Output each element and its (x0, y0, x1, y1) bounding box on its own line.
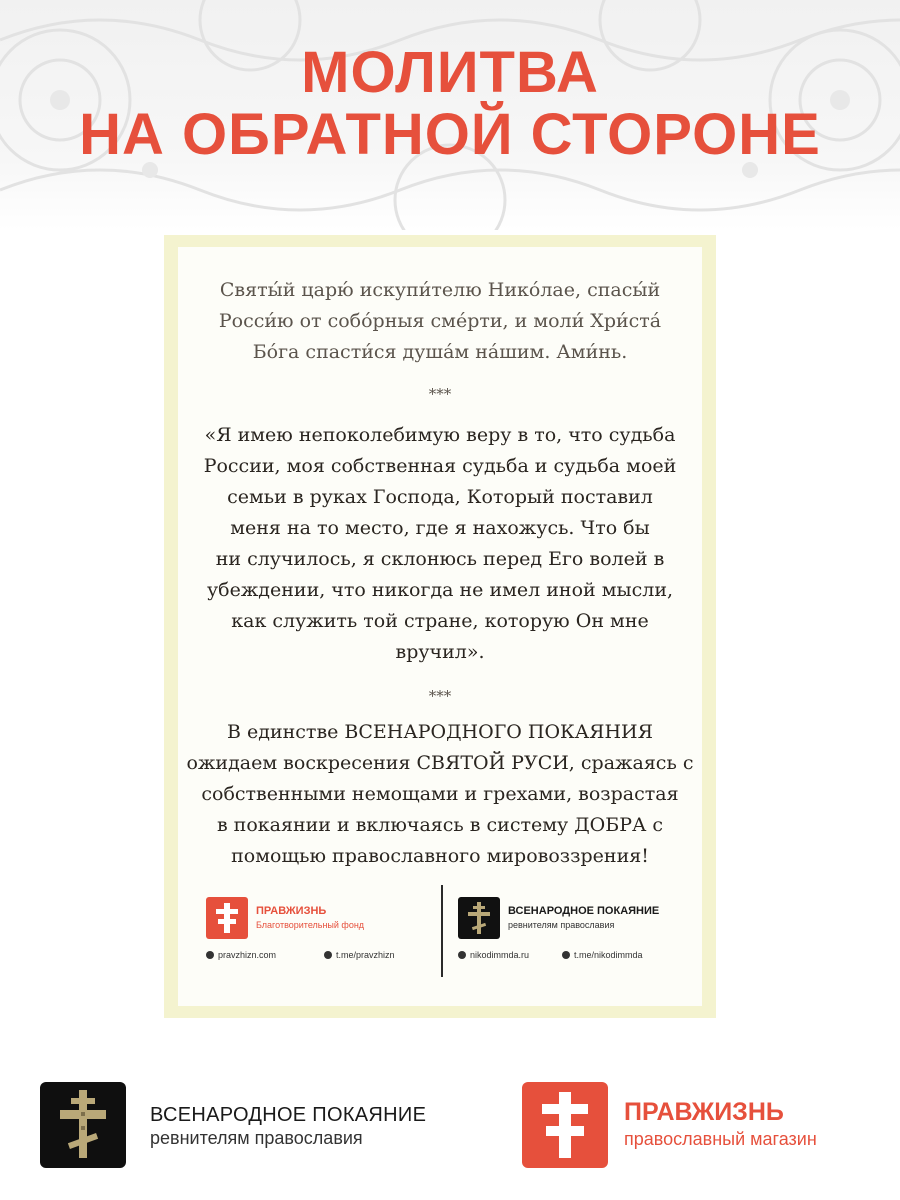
orthodox-cross-icon (40, 1082, 126, 1168)
link-pravzhizn-site[interactable]: pravzhizn.com (206, 950, 276, 960)
prayer-line: Бо́га спасти́ся душа́м на́шим. Ами́нь. (252, 341, 628, 363)
quote-line: как служить той стране, которую Он мне (231, 610, 649, 632)
brand-pravzhizn-sub: православный магазин (624, 1129, 817, 1149)
header-banner (0, 0, 900, 230)
separator-stars: *** (428, 385, 452, 403)
brand-vsenarodnoe-sub: ревнителям православия (150, 1128, 363, 1148)
quote-line: меня на то место, где я нахожусь. Что бы (230, 517, 650, 539)
prayer-line: Святы́й царю́ искупи́телю Нико́лае, спасы́й (219, 279, 661, 301)
headline-line-2: НА ОБРАТНОЙ СТОРОНЕ (79, 102, 821, 167)
page-headline (0, 42, 900, 166)
card-logo-vsenarodnoe-name: ВСЕНАРОДНОЕ ПОКАЯНИЕ (508, 905, 660, 917)
globe-icon (206, 951, 214, 959)
brand-vsenarodnoe-name: ВСЕНАРОДНОЕ ПОКАЯНИЕ (150, 1104, 427, 1126)
appeal-line: В единстве ВСЕНАРОДНОГО ПОКАЯНИЯ (227, 721, 653, 743)
telegram-icon (324, 951, 332, 959)
prayer-line: Росси́ю от собо́рныя сме́рти, и моли́ Хри́ста́ (218, 310, 662, 332)
prayer-text (178, 275, 702, 368)
separator-stars: *** (428, 687, 452, 705)
link-pravzhizn-telegram[interactable]: t.me/pravzhizn (324, 950, 395, 960)
quote-line: вручил». (395, 641, 485, 663)
orthodox-cross-icon (458, 897, 500, 939)
card-logo-pravzhizn-name: ПРАВЖИЗНЬ (256, 905, 327, 917)
appeal-text (178, 717, 702, 872)
quote-line: убеждении, что никогда не имел иной мысли, (206, 579, 674, 601)
quote-line: ни случилось, я склонюсь перед Его волей в (215, 548, 665, 570)
card-logo-vsenarodnoe-sub: ревнителям православия (508, 920, 615, 930)
telegram-icon (562, 951, 570, 959)
quote-text (178, 420, 702, 668)
link-nikodimmda-site[interactable]: nikodimmda.ru (458, 950, 529, 960)
appeal-line: помощью православного мировоззрения! (231, 845, 649, 867)
card-logo-pravzhizn-sub: Благотворительный фонд (256, 920, 365, 930)
prayer-card (164, 235, 716, 1018)
link-nikodimmda-telegram[interactable]: t.me/nikodimmda (562, 950, 643, 960)
brand-pravzhizn-name: ПРАВЖИЗНЬ (624, 1098, 784, 1126)
quote-line: «Я имею непоколебимую веру в то, что судьба (204, 424, 676, 446)
prayer-card-body (178, 247, 702, 1006)
quote-line: семьи в руках Господа, Который поставил (227, 486, 653, 508)
headline-line-1: МОЛИТВА (301, 40, 599, 105)
quote-line: России, моя собственная судьба и судьба моей (203, 455, 677, 477)
footer-divider (441, 885, 443, 977)
appeal-line: в покаянии и включаясь в систему ДОБРА с (216, 814, 664, 836)
appeal-line: собственными немощами и грехами, возрастая (201, 783, 679, 805)
globe-icon (458, 951, 466, 959)
pravzhizn-cross-icon (206, 897, 248, 939)
appeal-line: ожидаем воскресения СВЯТОЙ РУСИ, сражаясь с (186, 752, 694, 774)
pravzhizn-cross-icon (522, 1082, 608, 1168)
